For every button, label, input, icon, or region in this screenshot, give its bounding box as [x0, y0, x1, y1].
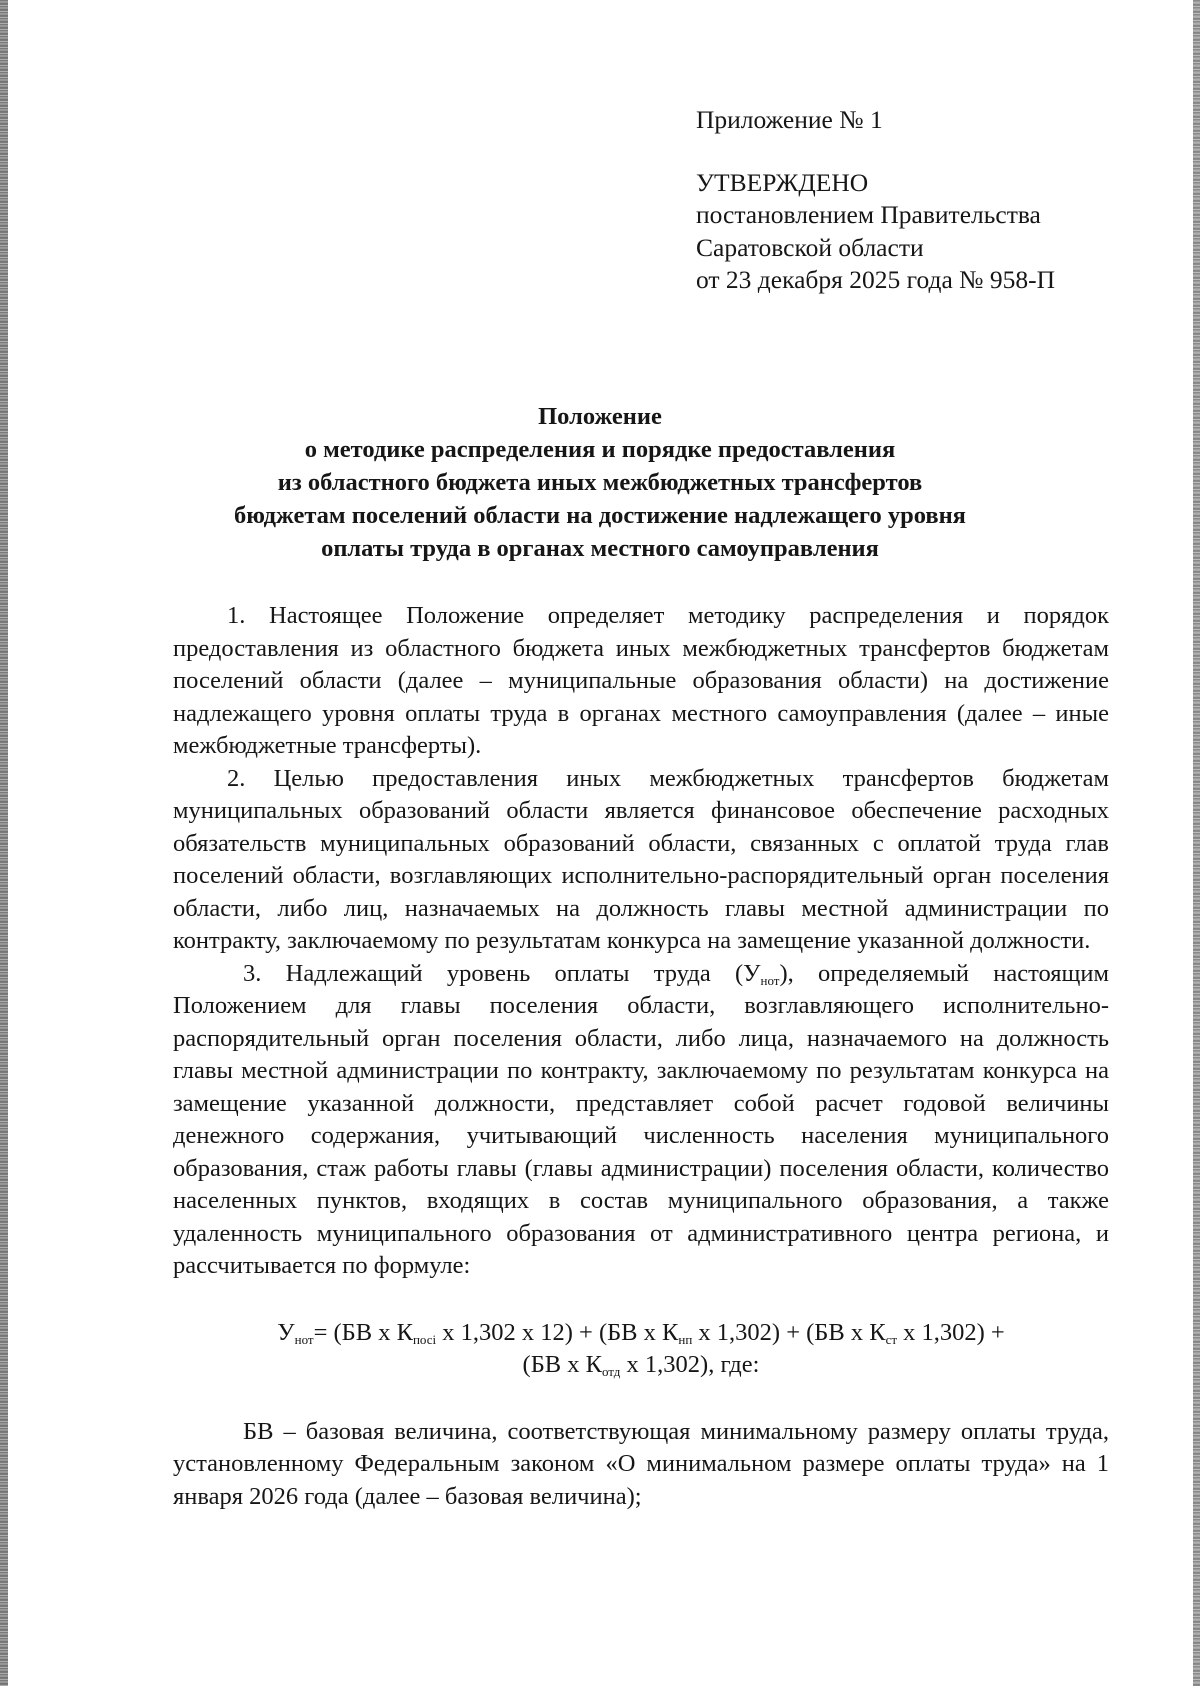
approval-line-1: постановлением Правительства	[696, 200, 1041, 229]
definition-bv: БВ – базовая величина, соответствующая минимальному размеру оплаты труда, установленному Федеральным законом «О минимальном размере оплаты труда» на 1 января 2026 года (далее – базовая величина);	[173, 1417, 1109, 1510]
paragraph-2: 2. Целью предоставления иных межбюджетных трансфертов бюджетам муниципальных образований области является финансовое обеспечение расходных обязательств муниципальных образований области, связанных с оплатой труда глав поселений области, возглавляющих исполнительно-распорядительный орган поселения области, либо лиц, назначаемых на должность главы местной администрации по контракту, заключаемому по результатам конкурса на замещение указанной должности.	[173, 764, 1109, 954]
approval-block	[696, 104, 1156, 297]
formula-part-6: х 1,302), где:	[620, 1351, 760, 1378]
formula-k1-sub: посі	[412, 1331, 437, 1347]
formula-part-2: х 1,302 х 12) + (БВ х К	[436, 1318, 679, 1346]
title-line-3: из областного бюджета иных межбюджетных трансфертов	[277, 469, 923, 496]
title-line-4: бюджетам поселений области на достижение надлежащего уровня	[234, 502, 966, 529]
approval-line-3: от 23 декабря 2025 года № 958-П	[696, 265, 1055, 294]
appendix-number: Приложение № 1	[696, 105, 883, 134]
formula-line-2	[173, 1349, 1109, 1382]
formula-part-4: х 1,302) +	[897, 1318, 1005, 1346]
scan-edge-right	[1193, 0, 1200, 1686]
spacer	[696, 137, 1156, 167]
formula-k3-sub: ст	[885, 1331, 898, 1347]
paragraph-3	[173, 958, 1109, 1283]
formula-part-3: х 1,302) + (БВ х К	[692, 1318, 886, 1346]
formula-u-sub: нот	[294, 1331, 314, 1347]
title-line-5: оплаты труда в органах местного самоуправления	[321, 535, 879, 562]
paragraph-3-start: 3. Надлежащий уровень оплаты труда (У	[243, 959, 761, 987]
paragraph-1: 1. Настоящее Положение определяет методику распределения и порядок предоставления из областного бюджета иных межбюджетных трансфертов бюджетам поселений области (далее – муниципальные образования области) на достижение надлежащего уровня оплаты труда в органах местного самоуправления (далее – иные межбюджетные трансферты).	[173, 602, 1109, 759]
formula-block	[173, 1317, 1109, 1382]
formula-k4-sub: отд	[601, 1364, 621, 1379]
paragraph-3-rest: ), определяемый настоящим Положением для главы поселения области, возглавляющего исполнительно-распорядительный орган поселения области, либо лица, назначаемого на должность главы местной администрации по контракту, заключаемому по результатам конкурса на замещение указанной должности, представляет собой расчет годовой величины денежного содержания, учитывающий численность населения муниципального образования, стаж работы главы (главы администрации) поселения области, количество населенных пунктов, входящих в состав муниципального образования, а также удаленность муниципального образования от административного центра региона, и рассчитывается по формуле:	[173, 959, 1109, 1279]
formula-line-1	[173, 1317, 1109, 1350]
formula-k2-sub: нп	[678, 1331, 693, 1347]
title-line-1: Положение	[538, 403, 662, 430]
approved-heading: УТВЕРЖДЕНО	[696, 167, 869, 197]
paragraph-3-subscript: нот	[760, 972, 780, 988]
document-body	[173, 600, 1109, 1513]
approval-line-2: Саратовской области	[696, 232, 924, 262]
title-line-2: о методике распределения и порядке предоставления	[304, 436, 896, 463]
scan-edge-left	[0, 0, 8, 1686]
formula-part-5: (БВ х К	[522, 1351, 602, 1378]
formula-part-1: = (БВ х К	[313, 1318, 413, 1346]
document-title	[140, 400, 1060, 565]
formula-u: У	[277, 1318, 295, 1346]
